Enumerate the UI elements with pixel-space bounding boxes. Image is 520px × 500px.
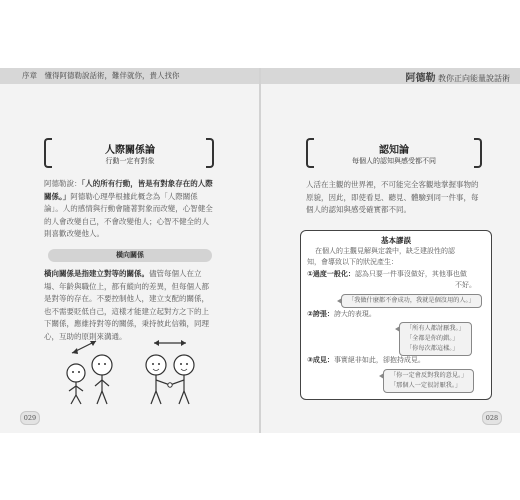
exaggeration-quote-1: 「所有人都討厭我。」 bbox=[406, 325, 465, 332]
horizontal-relation-figures bbox=[146, 340, 194, 404]
box-intro-line-1: 在個人的主觀見解與定義中，缺乏建設性的認 bbox=[315, 247, 455, 255]
box-intro-line-2: 知，會導致以下的狀況產生： bbox=[307, 258, 398, 266]
fallacy-exaggeration: ②誇張：誇大的表現。 bbox=[307, 310, 376, 318]
fallacy-prejudice: ③成見：事實絕非如此，卻抱持成見。 bbox=[307, 356, 425, 364]
book-spread bbox=[0, 68, 520, 433]
exaggeration-quotes bbox=[399, 322, 472, 356]
fallacy-overgeneralization-cont: 不好。 bbox=[455, 281, 476, 289]
horizontal-relation-illustration bbox=[50, 333, 220, 405]
left-section-title: 人際關係論 bbox=[105, 145, 155, 156]
right-section-title: 認知論 bbox=[379, 145, 409, 156]
right-section-subtitle: 每個人的認知與感受都不同 bbox=[352, 157, 436, 165]
left-page-number: 029 bbox=[20, 411, 40, 425]
overgeneralization-quote: 「我做什麼都不會成功，我就是個沒用的人。」 bbox=[341, 294, 482, 308]
horizontal-relation-heading: 橫向關係 bbox=[48, 249, 212, 262]
right-header-bar bbox=[261, 68, 520, 84]
vertical-relation-figures bbox=[67, 341, 112, 404]
left-running-header: 序章 懂得阿德勒說話術，難伴就你，貴人找你 bbox=[22, 71, 180, 80]
book-spine bbox=[259, 68, 261, 433]
prejudice-quote-1: 「你一定會反對我的意見。」 bbox=[390, 372, 468, 379]
left-body-paragraph: 橫向關係是指建立對等的關係。儘管每個人在立場、年齡與職位上，都有縱向的差異，但每個人都是對等的存在。不要控制他人，建立支配的關係，也不需要貶低自己，這樣才能建立起對方之下的上下關係，應維持對等的關係，秉持彼此信賴，同理心，互助的原則來溝通。 bbox=[44, 269, 209, 341]
exaggeration-quote-3: 「你每次都這樣。」 bbox=[406, 345, 459, 352]
basic-fallacy-box bbox=[300, 230, 492, 400]
left-intro-paragraph: 阿德勒說：「人的所有行動，皆是有對象存在的人際關係。」阿德勒心理學根據此概念為「人際關係論」。人的感情與行動會隨著對象而改變，心智健全的人會改變自己，不會改變他人；心智不健全的人則喜歡改變他人。 bbox=[44, 179, 213, 238]
right-title-bracket-close bbox=[474, 138, 482, 168]
basic-fallacy-title: 基本謬誤 bbox=[381, 236, 411, 245]
left-section-subtitle: 行動一定有對象 bbox=[105, 157, 155, 165]
left-header-bar bbox=[0, 68, 259, 84]
fallacy-overgeneralization: ①過度一般化：認為只要一件事沒做好，其他事也做 bbox=[307, 270, 467, 278]
right-page-number: 028 bbox=[482, 411, 502, 425]
left-title-bracket-open bbox=[44, 138, 52, 168]
right-intro-paragraph: 人活在主觀的世界裡，不可能完全客觀地掌握事物的原貌，因此，即使看見、聽見、體驗到同一件事，每個人的認知與感受確實都不同。 bbox=[306, 180, 479, 214]
right-title-bracket-open bbox=[306, 138, 314, 168]
right-running-header: 阿德勒 教你正向能量說話術 bbox=[405, 73, 510, 84]
prejudice-quotes bbox=[383, 369, 474, 393]
exaggeration-quote-2: 「全都是你的錯。」 bbox=[406, 335, 459, 342]
prejudice-quote-2: 「那個人一定很討厭我。」 bbox=[390, 382, 462, 389]
